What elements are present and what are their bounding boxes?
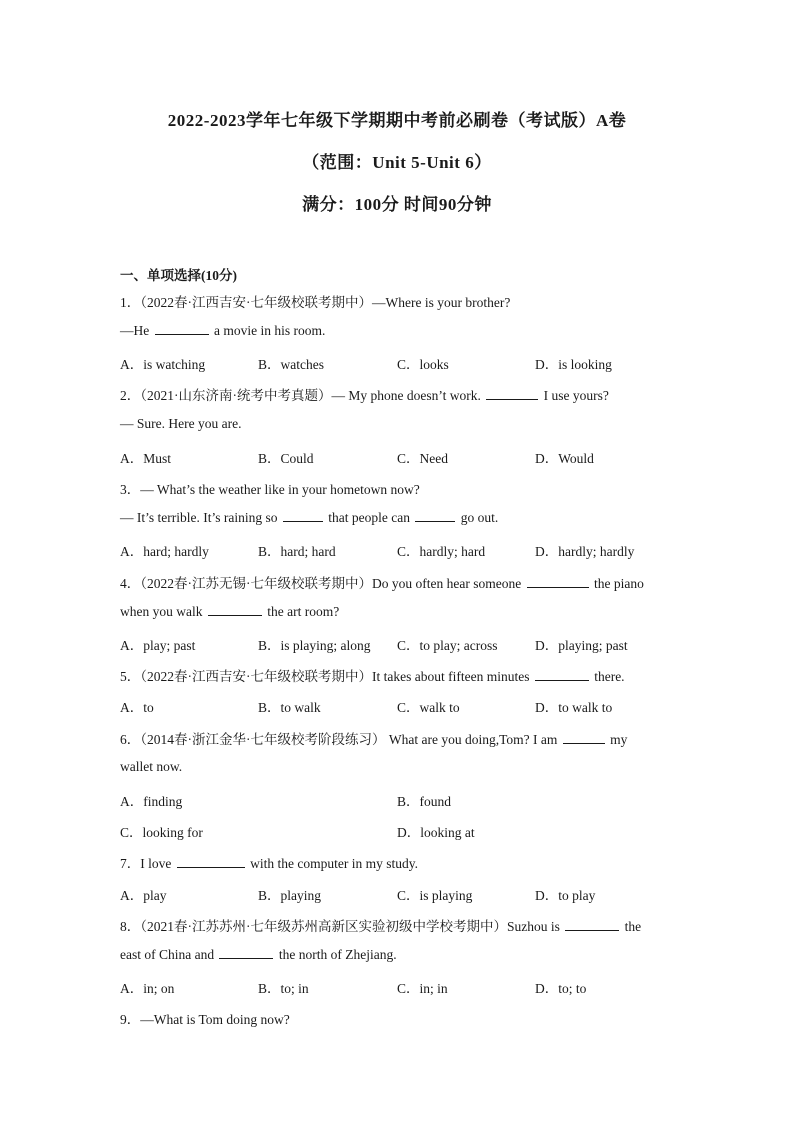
text-segment: that people can <box>328 510 410 525</box>
answer-blank <box>177 855 245 868</box>
question-7-stem <box>120 852 680 872</box>
question-5-option-c: C．walk to <box>397 700 460 715</box>
text-segment: 7．I love <box>120 856 172 871</box>
question-5-option-a: A．to <box>120 700 154 715</box>
question-8-option-b: B．to; in <box>258 981 309 996</box>
answer-blank <box>219 946 273 959</box>
question-5-stem <box>120 665 680 685</box>
question-8-stem <box>120 915 680 935</box>
text-segment: there. <box>594 669 625 684</box>
section-heading: 一、单项选择(10分) <box>120 268 237 283</box>
question-8-option-a: A．in; on <box>120 981 175 996</box>
question-3-line2 <box>120 509 680 526</box>
text-segment: when you walk <box>120 604 203 619</box>
question-5-option-d: D．to walk to <box>535 700 613 715</box>
question-6-option-b: B．found <box>397 794 451 809</box>
answer-blank <box>283 509 323 522</box>
question-1-line2 <box>120 322 680 339</box>
text-segment: 8．（2021春·江苏苏州·七年级苏州高新区实验初级中学校考期中）Suzhou is <box>120 919 560 934</box>
question-8-line2 <box>120 946 680 963</box>
text-segment: —He <box>120 323 150 338</box>
exam-title: 2022-2023学年七年级下学期期中考前必刷卷（考试版）A卷 <box>167 111 627 130</box>
answer-blank <box>415 509 455 522</box>
text-segment: go out. <box>460 510 499 525</box>
question-4-option-d: D．playing; past <box>535 638 628 653</box>
question-3-option-b: B．hard; hard <box>258 544 336 559</box>
text-segment: 5．（2022春·江西吉安·七年级校联考期中）It takes about fifteen minutes <box>120 669 530 684</box>
text-segment: — It’s terrible. It’s raining so <box>120 510 278 525</box>
question-5-option-b: B．to walk <box>258 700 321 715</box>
question-7-option-c: C．is playing <box>397 888 473 903</box>
question-7-option-b: B．playing <box>258 888 321 903</box>
question-4-option-b: B．is playing; along <box>258 638 371 653</box>
question-2-option-c: C．Need <box>397 451 448 466</box>
question-4-line2 <box>120 603 680 620</box>
question-8-option-c: C．in; in <box>397 981 448 996</box>
text-segment: the piano <box>593 576 644 591</box>
question-2-option-d: D．Would <box>535 451 594 466</box>
question-6-option-d: D．looking at <box>397 825 475 840</box>
question-1-option-c: C．looks <box>397 357 449 372</box>
answer-blank <box>527 575 589 588</box>
question-3-option-c: C．hardly; hard <box>397 544 486 559</box>
text-segment: 2．（2021·山东济南·统考中考真题）— My phone doesn’t work. <box>120 388 481 403</box>
question-4-stem <box>120 572 680 592</box>
question-2-stem <box>120 384 680 404</box>
answer-blank <box>486 387 538 400</box>
question-1-option-d: D．is looking <box>535 357 612 372</box>
text-segment: a movie in his room. <box>214 323 326 338</box>
exam-score-time: 满分：100分 时间90分钟 <box>302 195 492 214</box>
answer-blank <box>208 603 262 616</box>
question-6-option-c: C．looking for <box>120 825 203 840</box>
text-segment: the north of Zhejiang. <box>278 947 397 962</box>
question-2-option-b: B．Could <box>258 451 314 466</box>
question-2-line2: — Sure. Here you are. <box>120 416 242 431</box>
question-6-line2: wallet now. <box>120 759 183 774</box>
question-7-option-d: D．to play <box>535 888 596 903</box>
answer-blank <box>565 918 619 931</box>
question-1-option-b: B．watches <box>258 357 324 372</box>
text-segment: the <box>624 919 642 934</box>
answer-blank <box>563 731 605 744</box>
question-2-option-a: A．Must <box>120 451 172 466</box>
text-segment: my <box>610 732 628 747</box>
question-7-option-a: A．play <box>120 888 167 903</box>
question-8-option-d: D．to; to <box>535 981 587 996</box>
text-segment: the art room? <box>267 604 340 619</box>
question-1-stem: 1．（2022春·江西吉安·七年级校联考期中）—Where is your brother? <box>120 295 511 310</box>
text-segment: with the computer in my study. <box>250 856 418 871</box>
answer-blank <box>535 668 589 681</box>
question-1-option-a: A．is watching <box>120 357 206 372</box>
question-4-option-a: A．play; past <box>120 638 196 653</box>
text-segment: 4．（2022春·江苏无锡·七年级校联考期中）Do you often hear someone <box>120 576 522 591</box>
question-4-option-c: C．to play; across <box>397 638 498 653</box>
question-6-stem <box>120 728 680 748</box>
question-6-option-a: A．finding <box>120 794 183 809</box>
exam-scope: （范围：Unit 5-Unit 6） <box>302 153 492 172</box>
text-segment: 6．（2014春·浙江金华·七年级校考阶段练习） What are you doing,Tom? I am <box>120 732 558 747</box>
question-3-option-a: A．hard; hardly <box>120 544 209 559</box>
question-3-stem: 3．— What’s the weather like in your hometown now? <box>120 482 420 497</box>
answer-blank <box>155 322 209 335</box>
text-segment: I use yours? <box>543 388 609 403</box>
question-3-option-d: D．hardly; hardly <box>535 544 635 559</box>
text-segment: east of China and <box>120 947 215 962</box>
question-9-stem: 9．—What is Tom doing now? <box>120 1012 290 1027</box>
